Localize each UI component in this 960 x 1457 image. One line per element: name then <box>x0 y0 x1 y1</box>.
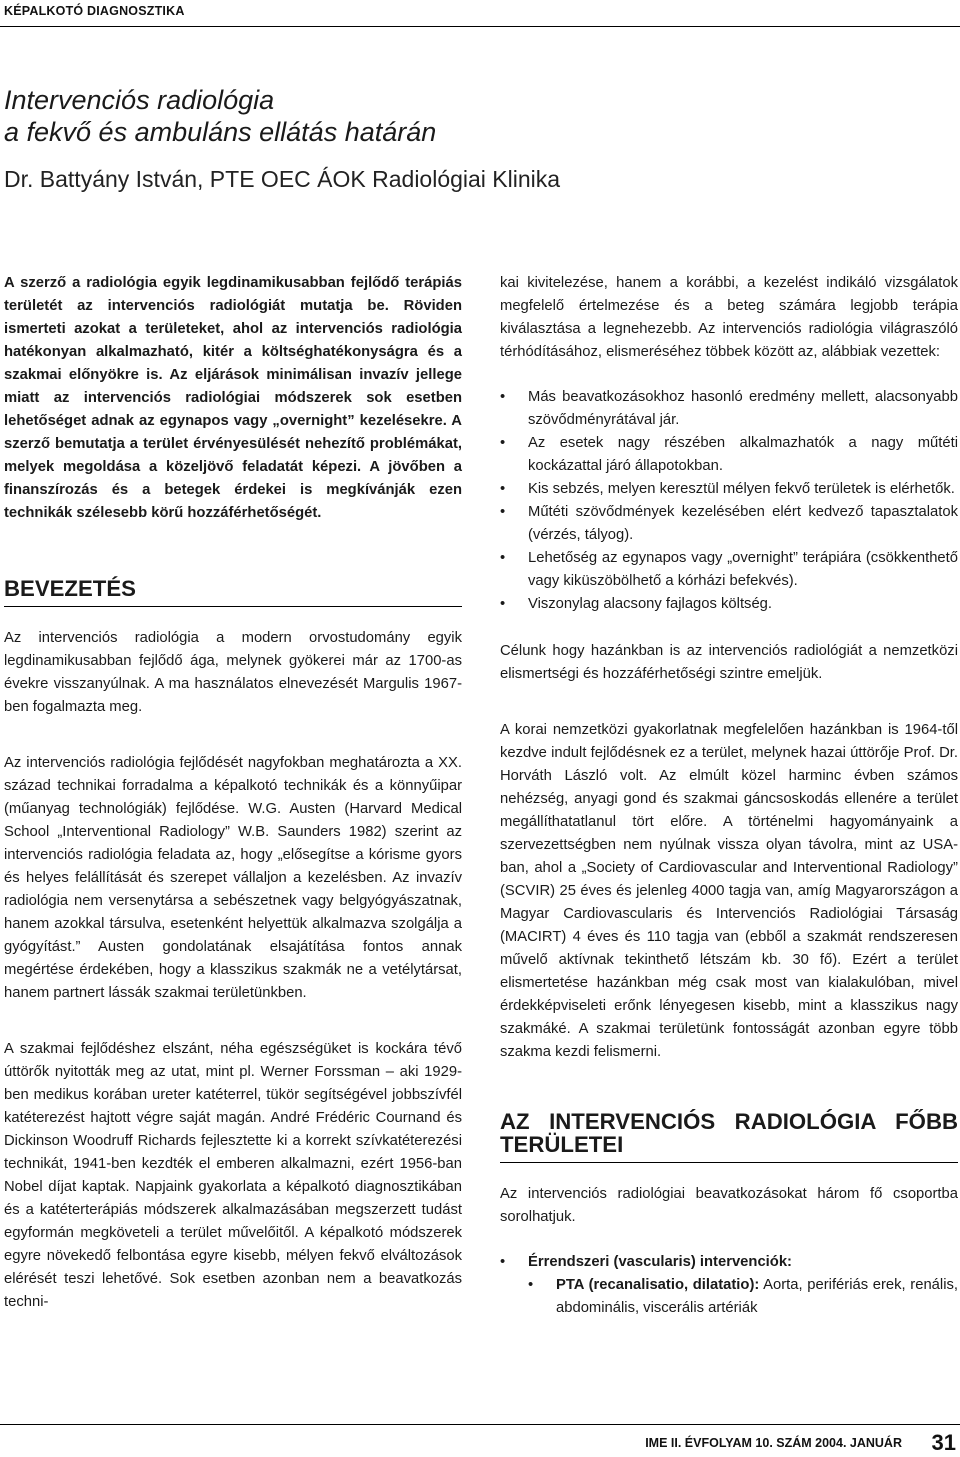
intro-heading-divider <box>4 606 462 607</box>
areas-intro-paragraph: Az intervenciós radiológiai beavatkozásokat három fő csoportba sorolhatjuk. <box>500 1186 958 1225</box>
areas-heading-divider <box>500 1162 958 1163</box>
subgroup-title: PTA (recanalisatio, dilatatio): <box>556 1277 760 1293</box>
header-divider <box>0 26 960 27</box>
intro-paragraph-2: Az intervenciós radiológia fejlődését nagyfokban meghatározta a XX. század technikai forradalma a képalkotó technikák és a könnyűipar (műanyag technológiák) fejlődése. W.G. Austen (Harvard Medical School „Interventional Radiology” W.B. Saunders 1982) szerint az intervenciós radiológia feladata az, hogy „elősegítse a kórisme gyors és helyes felállítását és szerepet vállaljon a kezelésben. Az invazív radiológia nem versenytársa a sebészetnek vagy belgyógyászatnak, hanem azokkal társulva, esetenként helyettük alkalmazva szolgálja a gyógyítást.” Austen gondolatának elsajátítása fontos annak megértése érdekében, hogy a klasszikus szakmák ne a vetélytársat, hanem partnert lássák szakmai területünkben. <box>4 755 462 1001</box>
intro-heading: BEVEZETÉS <box>4 576 136 601</box>
list-item <box>500 1274 958 1320</box>
list-item: • Kis sebzés, melyen keresztül mélyen fekvő területek is elérhetők. <box>500 478 958 501</box>
intro-paragraph-3: A szakmai fejlődéshez elszánt, néha egészségüket is kockára tévő úttörők nyitották meg az utat, mint pl. Werner Forssman – aki 1929-ben medikus korában ureter katéterrel, tükör segítségével jobbszívfél katéterezést hajtott végre saját magán. André Frédéric Cournand és Dickinson Woodruff Richards fejlesztette ki a korrekt szívkatéterezési technikát, 1941-ben kezdték el emberen alkalmazni, ezért 1956-ban Nobel díjat kaptak. Napjaink gyakorlata a képalkotó diagnosztikában és a katéterterápiás módszerek alkalmazásában megszerzett tudást egyformán megköveteli a terület művelőitől. A képalkotó módszerek egyre növekedő felbontása egyre kisebb, mélyen fekvő elváltozások elérését teszi lehetővé. Sok esetben azonban nem a beavatkozás techni- <box>4 1041 462 1310</box>
author-line: Dr. Battyány István, PTE OEC ÁOK Radiológiai Klinika <box>4 166 561 192</box>
goal-paragraph: Célunk hogy hazánkban is az intervenciós radiológiát a nemzetközi elismertségi és hozzáférhetőségi szintre emeljük. <box>500 643 958 682</box>
list-item: • Az esetek nagy részében alkalmazhatók a nagy műtéti kockázattal járó állapotokban. <box>500 432 958 478</box>
history-paragraph: A korai nemzetközi gyakorlatnak megfelelően hazánkban is 1964-től kezdve indult fejlődésnek ez a terület, melynek hazai úttörője Prof. Dr. Horváth László volt. Az elmúlt közel harminc évben számos nehézség, anyagi gond és szakmai gáncsoskodás ellenére a terület megállíthatatlanul tört előre. A történelmi hagyományaink a szervezettségben nem nyúlnak vissza olyan távolra, mint az USA-ban, ahol a „Society of Cardiovascular and Interventional Radiology” (SCVIR) 25 éves és jelenleg 4000 tagja van, amíg Magyarországon a Magyar Cardiovascularis és Intervenciós Radiológiai Társaság (MACIRT) 4 éves és 110 tagja van (ebből a szakmát rendszeresen művelő aktívnak tekinthető létszám kb. 30 fő). Ezért a terület elismertetése hazánkban még csak most van kialakulóban, mivel érdekképviseleti erőnk lényegesen kisebb, mint a klasszikus nagy szakmáké. A szakmai területünk fontosságát azonban egyre több szakma kezdi felismerni. <box>500 722 958 1060</box>
advantages-list <box>500 386 958 616</box>
areas-list <box>500 1251 958 1320</box>
page-number: 31 <box>931 1430 956 1455</box>
list-item: • Lehetőség az egynapos vagy „overnight” terápiára (csökkenthető vagy kiküszöbölhető a kórházi befekvés). <box>500 547 958 593</box>
left-column <box>4 272 462 1314</box>
journal-info: IME II. ÉVFOLYAM 10. SZÁM 2004. JANUÁR <box>645 1436 902 1450</box>
right-intro-paragraph: kai kivitelezése, hanem a korábbi, a kezelést indikáló vizsgálatok megfelelő értelmezése és a beteg számára legjobb terápia kiválasztása a legnehezebb. Az intervenciós radiológia világraszóló térhódításához, elismeréséhez többek között az, alábbiak vezettek: <box>500 275 958 360</box>
list-item <box>500 1251 958 1274</box>
article-title <box>4 84 944 148</box>
intro-paragraph-1: Az intervenciós radiológia a modern orvostudomány egyik legdinamikusabban fejlődő ága, melynek gyökerei már az 1700-as évekre visszanyúlnak. A ma használatos elnevezését Margulis 1967-ben fogalmazta meg. <box>4 630 462 715</box>
list-item: • Viszonylag alacsony fajlagos költség. <box>500 593 958 616</box>
title-line-1: Intervenciós radiológia <box>4 85 275 115</box>
list-item: • Műtéti szövődmények kezelésében elért kedvező tapasztalatok (vérzés, tályog). <box>500 501 958 547</box>
group-title: Érrendszeri (vascularis) intervenciók: <box>528 1254 792 1270</box>
subgroup-text: Aorta, perifériás erek, renális, abdominális, viscerális artériák <box>556 1277 958 1316</box>
list-item: • Más beavatkozásokhoz hasonló eredmény mellett, alacsonyabb szövődményrátával jár. <box>500 386 958 432</box>
areas-heading: AZ INTERVENCIÓS RADIOLÓGIA FŐBB TERÜLETEI <box>500 1109 958 1157</box>
title-line-2: a fekvő és ambuláns ellátás határán <box>4 117 437 147</box>
abstract: A szerző a radiológia egyik legdinamikusabban fejlődő terápiás területét az intervenciós radiológiát mutatja be. Röviden ismerteti azokat a területeket, ahol az intervenciós radiológia hatékonyan alkalmazható, kitér a költséghatékonyságra és a szakmai előnyökre is. Az eljárások minimálisan invazív jellege miatt az intervenciós radiológiai módszerek sok esetben lehetőséget adnak az egynapos vagy „overnight” kezelésekre. A szerző bemutatja a terület érvényesülését nehezítő problémákat, melyek megoldása a közeljövő feladatát képezi. A jövőben a finanszírozás és a betegek érdekei is megkívánják ezen technikák szélesebb körű hozzáférhetőségét. <box>4 275 462 521</box>
section-label: KÉPALKOTÓ DIAGNOSZTIKA <box>4 4 185 18</box>
footer-divider <box>0 1424 960 1425</box>
right-column <box>500 272 958 1320</box>
